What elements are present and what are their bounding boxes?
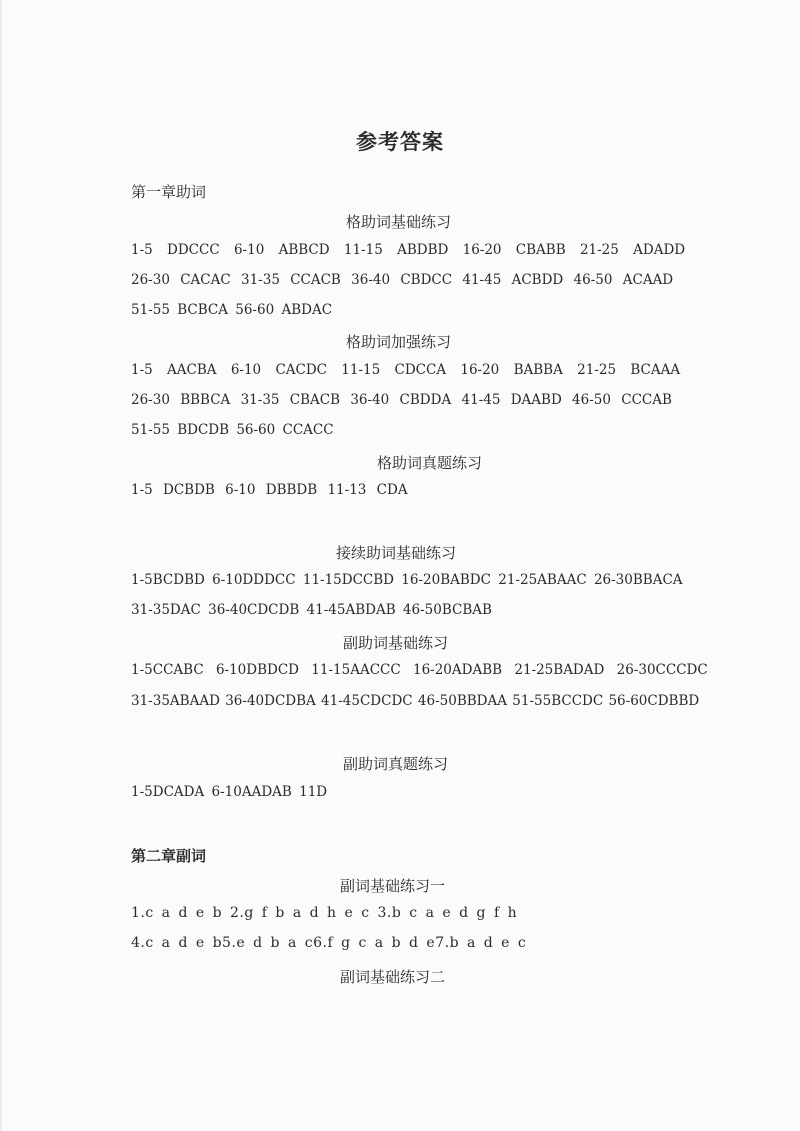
section-title: 格助词真题练习 — [377, 454, 483, 472]
answer-line: 51-55 BDCDB 56-60 CCACC — [131, 422, 334, 438]
answer-line: 1-5BCDBD 6-10DDDCC 11-15DCCBD 16-20BABDC 21-25ABAAC 26-30BBACA — [131, 572, 683, 588]
section-title: 副助词真题练习 — [343, 755, 449, 773]
answer-line: 31-35ABAAD 36-40DCDBA 41-45CDCDC 46-50BBDAA 51-55BCCDC 56-60CDBBD — [131, 693, 700, 709]
section-title: 接续助词基础练习 — [336, 544, 457, 562]
answer-line: 51-55 BCBCA 56-60 ABDAC — [131, 302, 333, 318]
chapter-heading: 第二章副词 — [131, 847, 207, 865]
answer-line: 1-5 DCBDB 6-10 DBBDB 11-13 CDA — [131, 482, 408, 498]
answer-line: 1.c a d e b 2.g f b a d h e c 3.b c a e d g f h — [131, 905, 518, 921]
section-title: 副词基础练习一 — [340, 877, 446, 895]
answer-line: 26-30 CACAC 31-35 CCACB 36-40 CBDCC 41-45 ACBDD 46-50 ACAAD — [131, 272, 674, 288]
answer-line: 1-5DCADA 6-10AADAB 11D — [131, 784, 328, 800]
page-title: 参考答案 — [356, 129, 444, 154]
section-title: 副助词基础练习 — [343, 634, 449, 652]
answer-line: 1-5 DDCCC 6-10 ABBCD 11-15 ABDBD 16-20 CBABB 21-25 ADADD — [131, 242, 686, 258]
chapter-heading: 第一章助词 — [131, 183, 207, 201]
answer-line: 26-30 BBBCA 31-35 CBACB 36-40 CBDDA 41-45 DAABD 46-50 CCCAB — [131, 392, 672, 408]
answer-line: 31-35DAC 36-40CDCDB 41-45ABDAB 46-50BCBAB — [131, 602, 492, 618]
section-title: 副词基础练习二 — [340, 968, 446, 986]
page-edge-shadow — [0, 0, 2, 1131]
answer-line: 1-5 AACBA 6-10 CACDC 11-15 CDCCA 16-20 BABBA 21-25 BCAAA — [131, 362, 681, 378]
answer-line: 4.c a d e b5.e d b a c6.f g c a b d e7.b a d e c — [131, 935, 527, 951]
section-title: 格助词基础练习 — [346, 213, 452, 231]
answer-line: 1-5CCABC 6-10DBDCD 11-15AACCC 16-20ADABB 21-25BADAD 26-30CCCDC — [131, 662, 708, 678]
section-title: 格助词加强练习 — [346, 333, 452, 351]
